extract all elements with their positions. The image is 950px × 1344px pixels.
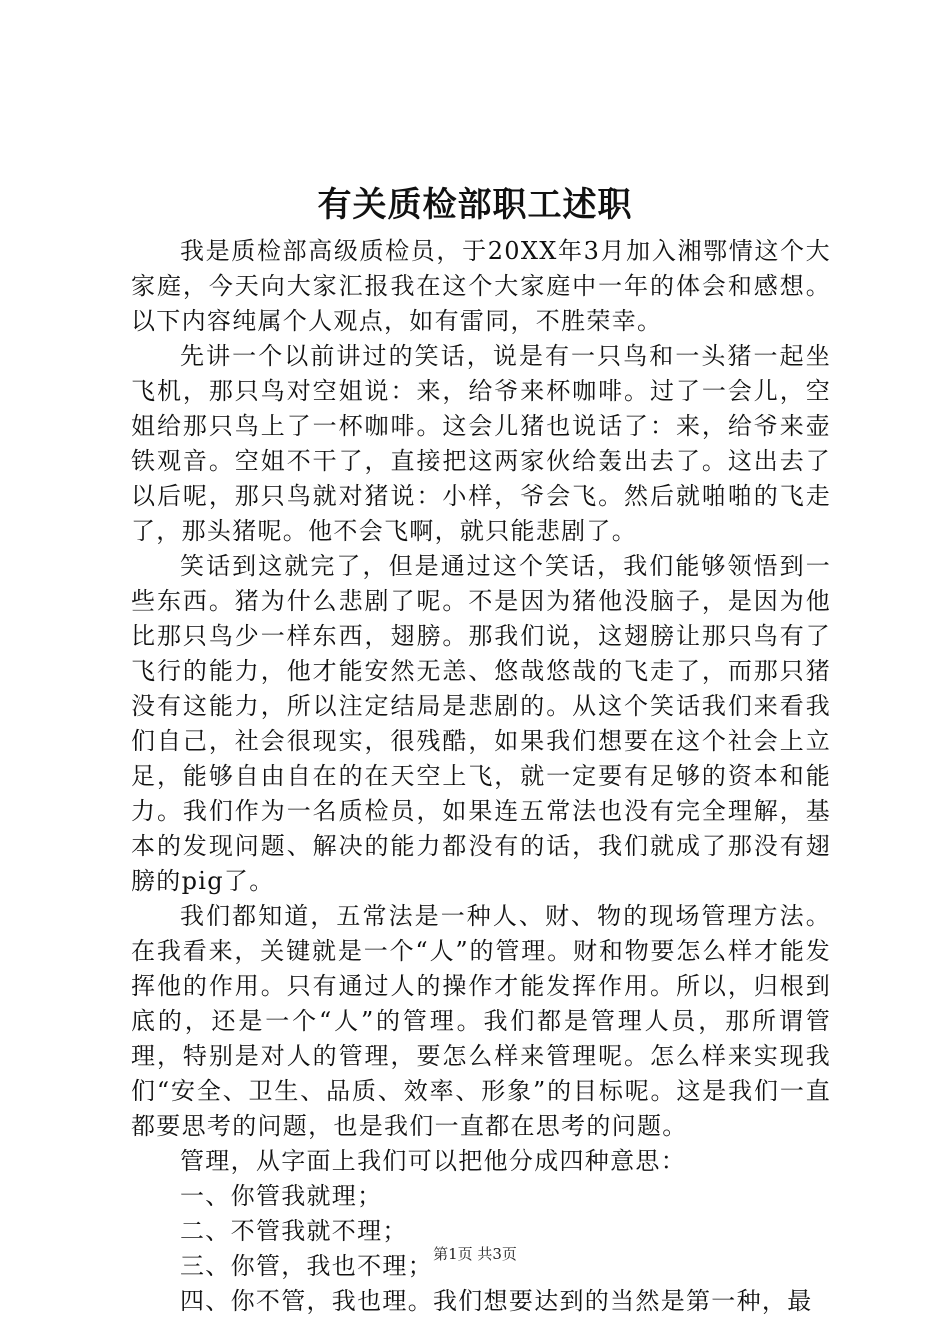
- list-item-meaning-1: 一、你管我就理；: [180, 1182, 383, 1210]
- page-total: 共3页: [477, 1245, 517, 1263]
- document-title: 有关质检部职工述职: [317, 185, 633, 225]
- paragraph-management-meanings: 管理，从字面上我们可以把他分成四种意思：: [180, 1147, 686, 1175]
- page-footer: [0, 1244, 950, 1264]
- paragraph-intro: 我是质检部高级质检员，于20XX年3月加入湘鄂情这个大家庭，今天向大家汇报我在这个大家庭中一年的体会和感想。以下内容纯属个人观点，如有雷同，不胜荣幸。: [131, 237, 831, 335]
- list-item-meaning-2: 二、不管我就不理；: [180, 1217, 408, 1245]
- document-body: [131, 234, 831, 1319]
- list-item-meaning-4: 四、你不管，我也理。我们想要达到的当然是第一种，最: [180, 1287, 813, 1315]
- list-item-meaning-3: 三、你管，我也不理；: [180, 1252, 433, 1280]
- paragraph-joke-lesson: 笑话到这就完了，但是通过这个笑话，我们能够领悟到一些东西。猪为什么悲剧了呢。不是因为猪他没脑子，是因为他比那只鸟少一样东西，翅膀。那我们说，这翅膀让那只鸟有了飞行的能力，他才能安然无恙、悠哉悠哉的飞走了，而那只猪没有这能力，所以注定结局是悲剧的。从这个笑话我们来看我们自己，社会很现实，很残酷，如果我们想要在这个社会上立足，能够自由自在的在天空上飞，就一定要有足够的资本和能力。我们作为一名质检员，如果连五常法也没有完全理解，基本的发现问题、解决的能力都没有的话，我们就成了那没有翅膀的pig了。: [131, 552, 831, 895]
- paragraph-five-s-management: 我们都知道，五常法是一种人、财、物的现场管理方法。在我看来，关键就是一个“人”的管理。财和物要怎么样才能发挥他的作用。只有通过人的操作才能发挥作用。所以，归根到底的，还是一个“人”的管理。我们都是管理人员，那所谓管理，特别是对人的管理，要怎么样来管理呢。怎么样来实现我们“安全、卫生、品质、效率、形象”的目标呢。这是我们一直都要思考的问题，也是我们一直都在思考的问题。: [131, 902, 831, 1140]
- page-number: 第1页: [433, 1245, 473, 1263]
- paragraph-joke: 先讲一个以前讲过的笑话，说是有一只鸟和一头猪一起坐飞机，那只鸟对空姐说：来，给爷来杯咖啡。过了一会儿，空姐给那只鸟上了一杯咖啡。这会儿猪也说话了：来，给爷来壶铁观音。空姐不干了，直接把这两家伙给轰出去了。这出去了以后呢，那只鸟就对猪说：小样，爷会飞。然后就啪啪的飞走了，那头猪呢。他不会飞啊，就只能悲剧了。: [131, 342, 831, 545]
